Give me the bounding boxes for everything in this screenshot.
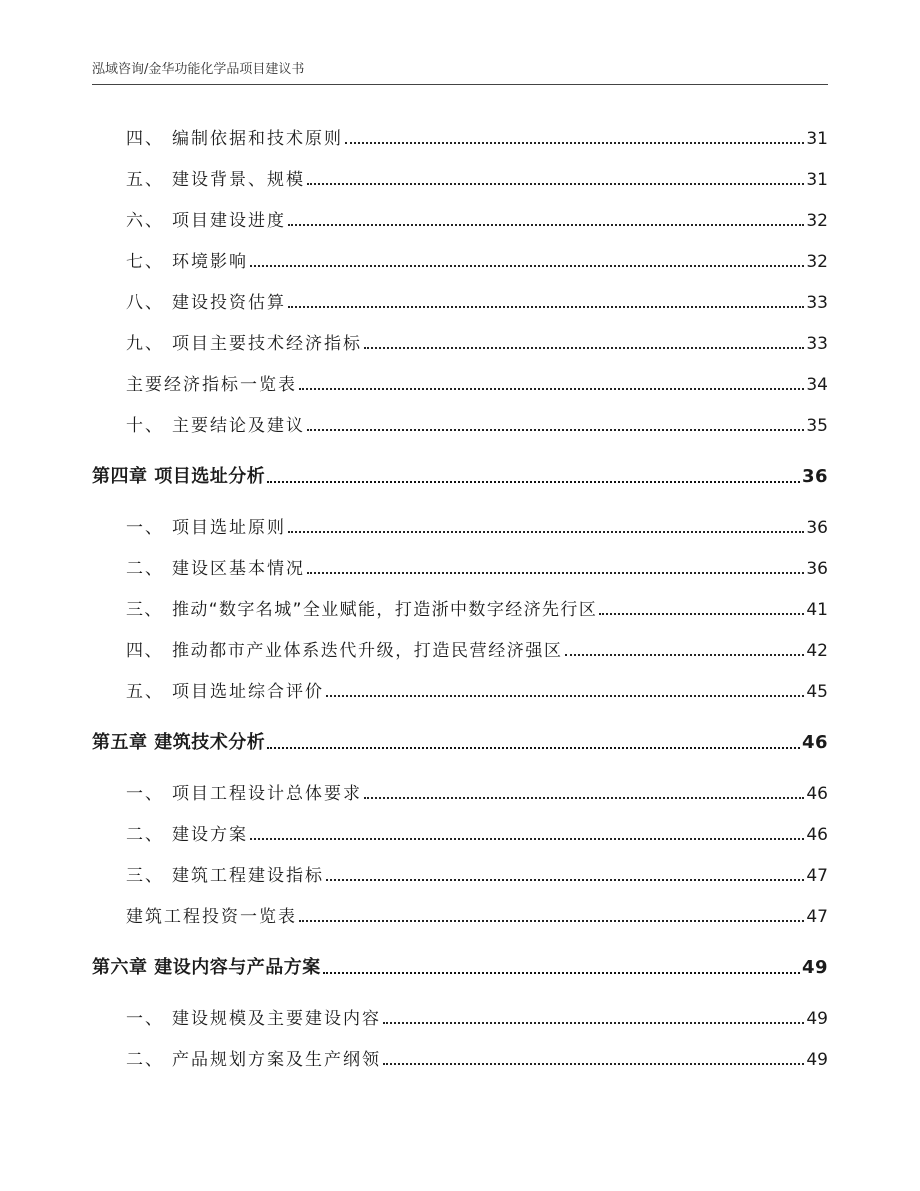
running-header: 泓域咨询/金华功能化学品项目建议书 [92,62,305,77]
toc-entry-label: 七、 环境影响 [126,252,248,272]
toc-entry-label: 五、 项目选址综合评价 [126,682,324,702]
toc-entry-label: 二、 建设区基本情况 [126,559,305,579]
toc-entry-label: 主要经济指标一览表 [126,375,297,395]
toc-entry[interactable] [126,820,828,845]
toc-entry[interactable] [126,247,828,272]
toc-page-number: 47 [806,907,828,927]
toc-entry-label: 四、 推动都市产业体系迭代升级，打造民营经济强区 [126,641,563,661]
leader-dots [345,142,804,144]
leader-dots [288,531,804,533]
toc-page-number: 42 [806,641,828,661]
leader-dots [323,972,800,974]
leader-dots [364,797,804,799]
leader-dots [326,695,804,697]
toc-entry-label: 九、 项目主要技术经济指标 [126,334,362,354]
toc-entry[interactable] [126,861,828,886]
leader-dots [599,613,804,615]
toc-entry-label: 建筑工程投资一览表 [126,907,297,927]
toc-entry[interactable] [126,206,828,231]
toc-page-number: 47 [806,866,828,886]
toc-page-number: 41 [806,600,828,620]
leader-dots [307,572,804,574]
toc-page-number: 49 [801,957,828,978]
toc-chapter-title: 第六章 建设内容与产品方案 [92,957,321,978]
toc-chapter-title: 第四章 项目选址分析 [92,466,266,487]
toc-page-number: 32 [806,211,828,231]
toc-entry[interactable] [126,124,828,149]
toc-entry[interactable] [126,411,828,436]
toc-entry-label: 二、 产品规划方案及生产纲领 [126,1050,381,1070]
toc-entry-label: 四、 编制依据和技术原则 [126,129,343,149]
toc-entry[interactable] [126,165,828,190]
leader-dots [250,265,804,267]
leader-dots [288,306,804,308]
leader-dots [383,1063,804,1065]
leader-dots [267,747,800,749]
leader-dots [364,347,804,349]
toc-page-number: 34 [806,375,828,395]
toc-entry-label: 十、 主要结论及建议 [126,416,305,436]
toc-chapter[interactable] [92,462,828,488]
toc-entry[interactable] [126,1045,828,1070]
toc-page-number: 33 [806,334,828,354]
toc-page-number: 32 [806,252,828,272]
leader-dots [288,224,804,226]
toc-page-number: 35 [806,416,828,436]
toc-page-number: 45 [806,682,828,702]
leader-dots [267,481,800,483]
toc-page-number: 31 [806,170,828,190]
toc-entry-label: 六、 项目建设进度 [126,211,286,231]
leader-dots [565,654,805,656]
toc-entry[interactable] [126,902,828,927]
toc-chapter-title: 第五章 建筑技术分析 [92,732,266,753]
toc-entry-label: 五、 建设背景、规模 [126,170,305,190]
leader-dots [326,879,804,881]
toc-page-number: 49 [806,1009,828,1029]
toc-entry[interactable] [126,370,828,395]
toc-page-number: 49 [806,1050,828,1070]
toc-entry-label: 二、 建设方案 [126,825,248,845]
toc-entry[interactable] [126,554,828,579]
toc-page-number: 36 [806,518,828,538]
toc-page-number: 46 [801,732,828,753]
toc-chapter[interactable] [92,728,828,754]
toc-page-number: 31 [806,129,828,149]
leader-dots [250,838,804,840]
toc-entry-label: 一、 项目选址原则 [126,518,286,538]
toc-entry[interactable] [126,288,828,313]
toc-entry[interactable] [126,595,828,620]
toc-entry[interactable] [126,677,828,702]
toc-page-number: 36 [806,559,828,579]
toc-entry[interactable] [126,1004,828,1029]
toc-page-number: 33 [806,293,828,313]
toc-entry-label: 八、 建设投资估算 [126,293,286,313]
leader-dots [299,920,804,922]
toc-entry[interactable] [126,329,828,354]
toc-entry-label: 一、 项目工程设计总体要求 [126,784,362,804]
toc-entry[interactable] [126,636,828,661]
toc-entry-label: 一、 建设规模及主要建设内容 [126,1009,381,1029]
leader-dots [307,183,804,185]
toc-chapter[interactable] [92,953,828,979]
leader-dots [307,429,804,431]
toc-entry[interactable] [126,513,828,538]
toc-page-number: 46 [806,825,828,845]
toc-page-number: 46 [806,784,828,804]
leader-dots [299,388,804,390]
toc-page-number: 36 [801,466,828,487]
leader-dots [383,1022,804,1024]
toc-entry-label: 三、 建筑工程建设指标 [126,866,324,886]
toc-entry[interactable] [126,779,828,804]
toc-entry-label: 三、 推动“数字名城”全业赋能，打造浙中数字经济先行区 [126,600,598,620]
